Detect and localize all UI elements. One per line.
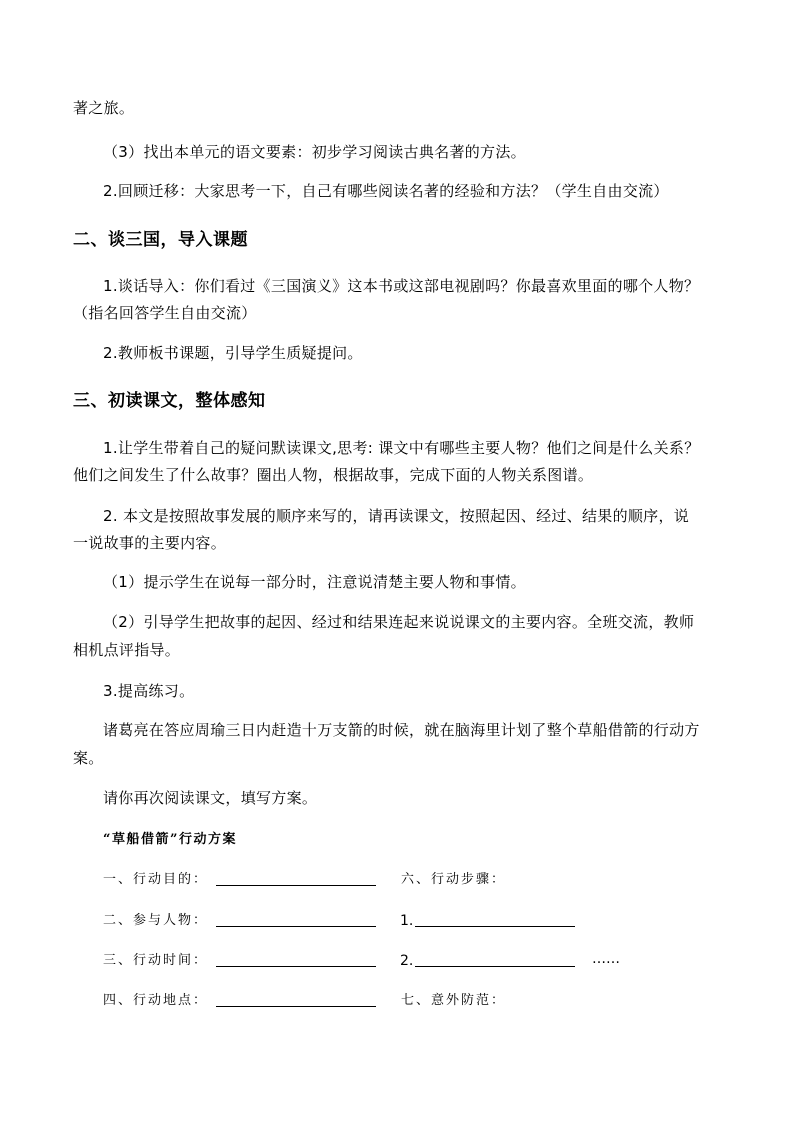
- paragraph-line: 一说故事的主要内容。: [73, 534, 227, 552]
- ellipsis: ……: [592, 951, 620, 967]
- section-heading: 二、谈三国，导入课题: [73, 230, 248, 250]
- paragraph-line: 2.教师板书课题，引导学生质疑提问。: [103, 344, 363, 362]
- step1-blank[interactable]: [415, 926, 575, 927]
- form-label-time: 三、行动时间：: [103, 953, 209, 968]
- goal-blank[interactable]: [216, 885, 376, 886]
- form-label-people: 二、参与人物：: [103, 913, 209, 928]
- form-label-goal: 一、行动目的：: [103, 872, 209, 887]
- time-blank[interactable]: [216, 966, 376, 967]
- step2-blank[interactable]: [415, 966, 575, 967]
- step-number: 2.: [400, 953, 414, 969]
- paragraph-line: （3）找出本单元的语文要素：初步学习阅读古典名著的方法。: [103, 143, 526, 161]
- paragraph-line: （1）提示学生在说每一部分时，注意说清楚主要人物和事情。: [103, 573, 526, 591]
- form-label-steps: 六、行动步骤：: [401, 872, 507, 887]
- paragraph-line: 著之旅。: [73, 99, 135, 117]
- paragraph-line: 相机点评指导。: [73, 641, 181, 659]
- place-blank[interactable]: [216, 1006, 376, 1007]
- form-title: “草船借箭”行动方案: [103, 832, 237, 847]
- section-heading: 三、初读课文，整体感知: [73, 391, 266, 411]
- form-label-place: 四、行动地点：: [103, 993, 209, 1008]
- paragraph-line: （2）引导学生把故事的起因、经过和结果连起来说说课文的主要内容。全班交流，教师: [103, 613, 695, 631]
- paragraph-line: 2.回顾迁移：大家思考一下，自己有哪些阅读名著的经验和方法？（学生自由交流）: [103, 182, 669, 200]
- paragraph-line: 3.提高练习。: [103, 682, 195, 700]
- paragraph-line: 1.让学生带着自己的疑问默读课文,思考: 课文中有哪些主要人物？他们之间是什么关系？: [103, 439, 700, 457]
- paragraph-line: 他们之间发生了什么故事？圈出人物，根据故事，完成下面的人物关系图谱。: [73, 466, 594, 484]
- step-number: 1.: [400, 913, 414, 929]
- form-label-contingency: 七、意外防范：: [401, 993, 507, 1008]
- paragraph-line: 1.谈话导入：你们看过《三国演义》这本书或这部电视剧吗？你最喜欢里面的哪个人物？: [103, 277, 700, 295]
- people-blank[interactable]: [216, 926, 376, 927]
- paragraph-line: 请你再次阅读课文，填写方案。: [103, 789, 318, 807]
- paragraph-line: 诸葛亮在答应周瑜三日内赶造十万支箭的时候，就在脑海里计划了整个草船借箭的行动方: [103, 721, 700, 739]
- paragraph-line: （指名回答学生自由交流）: [73, 304, 257, 322]
- paragraph-line: 2. 本文是按照故事发展的顺序来写的，请再读课文，按照起因、经过、结果的顺序，说: [103, 507, 690, 525]
- paragraph-line: 案。: [73, 749, 104, 767]
